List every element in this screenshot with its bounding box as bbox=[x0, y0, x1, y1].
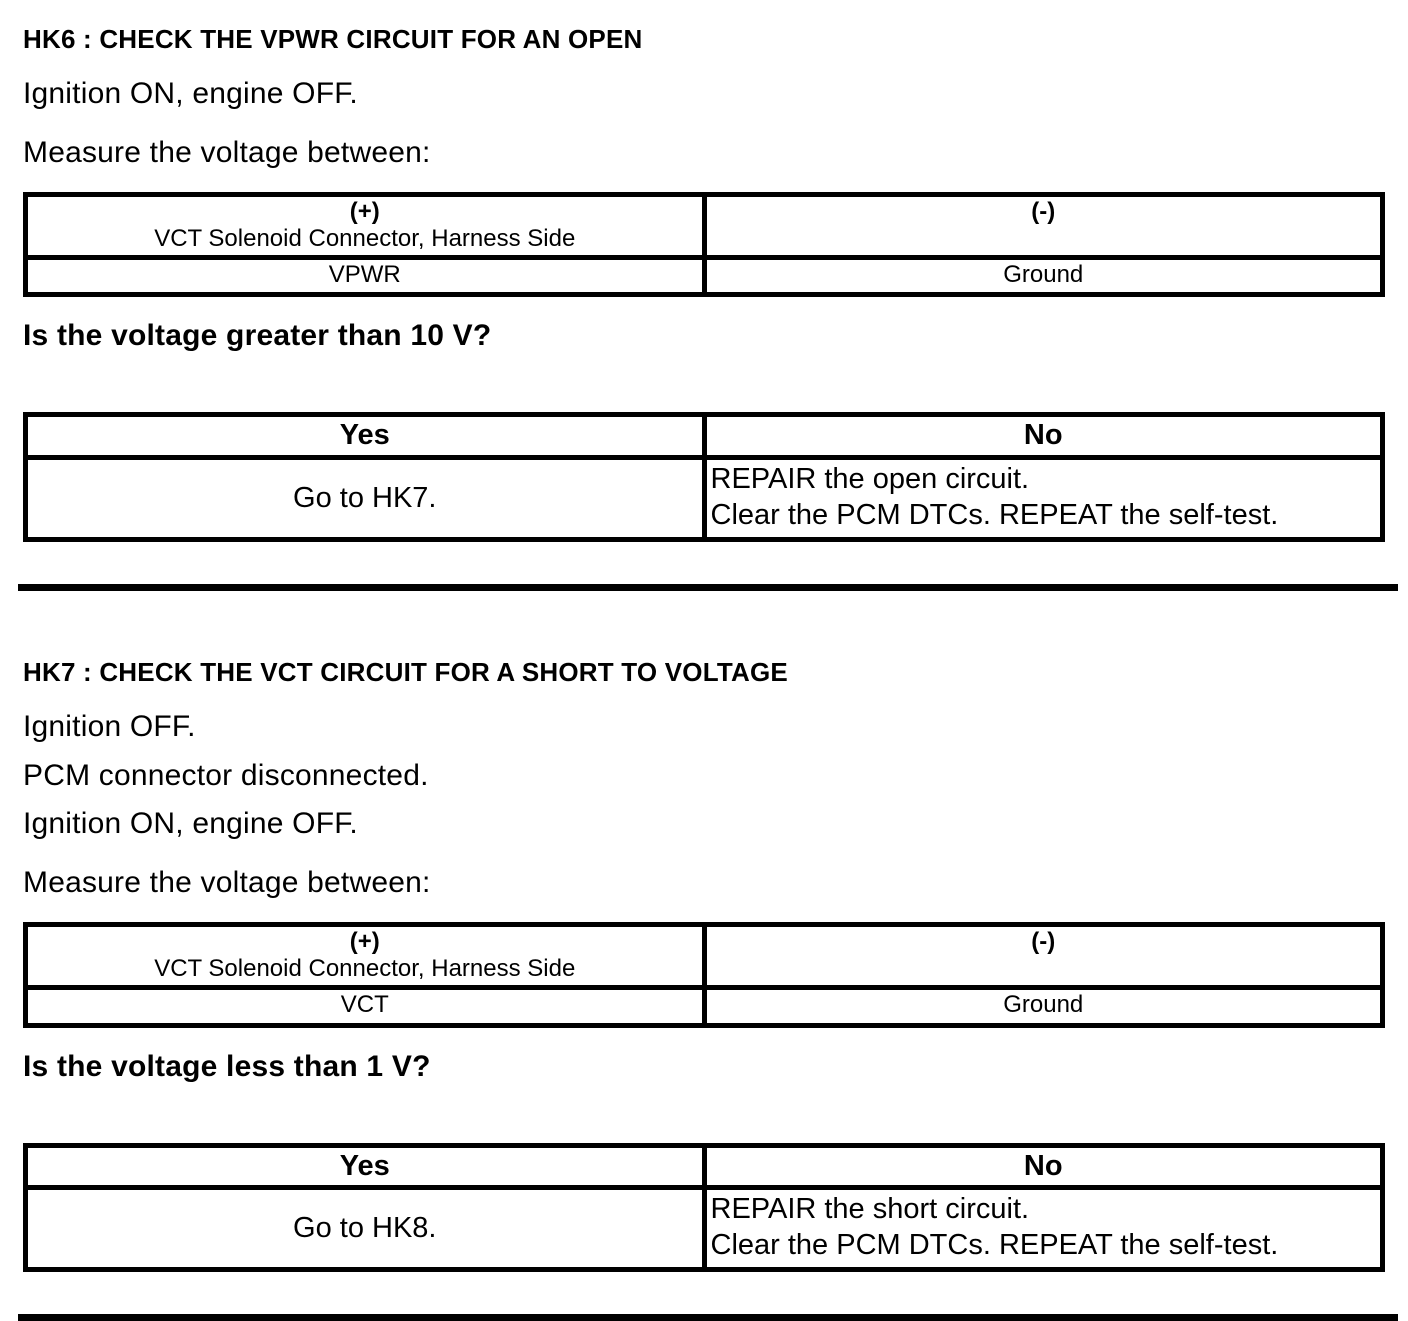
measure-prompt: Measure the voltage between: bbox=[23, 865, 431, 899]
no-header: No bbox=[704, 1145, 1383, 1188]
no-action-line: REPAIR the short circuit. bbox=[710, 1193, 1030, 1226]
positive-lead-header bbox=[26, 925, 705, 988]
measurement-value-row bbox=[26, 258, 1383, 295]
positive-sign-label: (+) bbox=[349, 928, 380, 956]
yes-action: Go to HK7. bbox=[26, 458, 705, 540]
result-action-row bbox=[26, 1188, 1383, 1270]
no-action bbox=[704, 1188, 1383, 1270]
positive-lead-pin: VCT bbox=[26, 988, 705, 1025]
negative-lead-pin: Ground bbox=[704, 988, 1383, 1025]
step-heading-hk6: HK6 : CHECK THE VPWR CIRCUIT FOR AN OPEN bbox=[23, 24, 643, 54]
instruction-line: PCM connector disconnected. bbox=[23, 758, 429, 792]
measurement-header-row bbox=[26, 195, 1383, 258]
section-divider bbox=[18, 584, 1398, 591]
question-hk7: Is the voltage less than 1 V? bbox=[23, 1049, 431, 1083]
yes-header: Yes bbox=[26, 1145, 705, 1188]
no-action bbox=[704, 458, 1383, 540]
measurement-table-hk6 bbox=[23, 192, 1385, 297]
result-header-row bbox=[26, 415, 1383, 458]
page-bottom-divider bbox=[18, 1314, 1398, 1321]
instruction-line: Ignition ON, engine OFF. bbox=[23, 77, 358, 111]
section-hk6 bbox=[23, 26, 1385, 542]
negative-sign-label: (-) bbox=[1031, 198, 1056, 226]
no-action-line: Clear the PCM DTCs. REPEAT the self-test. bbox=[710, 498, 1279, 531]
question-hk6: Is the voltage greater than 10 V? bbox=[23, 319, 492, 353]
instruction-line: Ignition OFF. bbox=[23, 710, 196, 744]
step-heading-hk7: HK7 : CHECK THE VCT CIRCUIT FOR A SHORT TO VOLTAGE bbox=[23, 657, 788, 688]
no-action-line: Clear the PCM DTCs. REPEAT the self-test. bbox=[710, 1228, 1279, 1261]
result-action-row bbox=[26, 458, 1383, 540]
positive-sign-label: (+) bbox=[349, 198, 380, 226]
yes-action: Go to HK8. bbox=[26, 1188, 705, 1270]
positive-lead-location: VCT Solenoid Connector, Harness Side bbox=[154, 224, 576, 252]
result-table-hk7 bbox=[23, 1143, 1385, 1273]
negative-lead-header bbox=[704, 195, 1383, 258]
measurement-value-row bbox=[26, 988, 1383, 1025]
result-table-hk6 bbox=[23, 412, 1385, 542]
negative-sign-label: (-) bbox=[1031, 928, 1056, 956]
negative-lead-pin: Ground bbox=[704, 258, 1383, 295]
measurement-header-row bbox=[26, 925, 1383, 988]
measurement-table-hk7 bbox=[23, 922, 1385, 1027]
no-header: No bbox=[704, 415, 1383, 458]
section-hk7 bbox=[23, 659, 1385, 1272]
result-header-row bbox=[26, 1145, 1383, 1188]
positive-lead-pin: VPWR bbox=[26, 258, 705, 295]
no-action-line: REPAIR the open circuit. bbox=[710, 463, 1030, 496]
positive-lead-header bbox=[26, 195, 705, 258]
yes-header: Yes bbox=[26, 415, 705, 458]
measure-prompt: Measure the voltage between: bbox=[23, 135, 431, 169]
negative-lead-header bbox=[704, 925, 1383, 988]
positive-lead-location: VCT Solenoid Connector, Harness Side bbox=[154, 954, 576, 982]
instruction-line: Ignition ON, engine OFF. bbox=[23, 807, 358, 841]
